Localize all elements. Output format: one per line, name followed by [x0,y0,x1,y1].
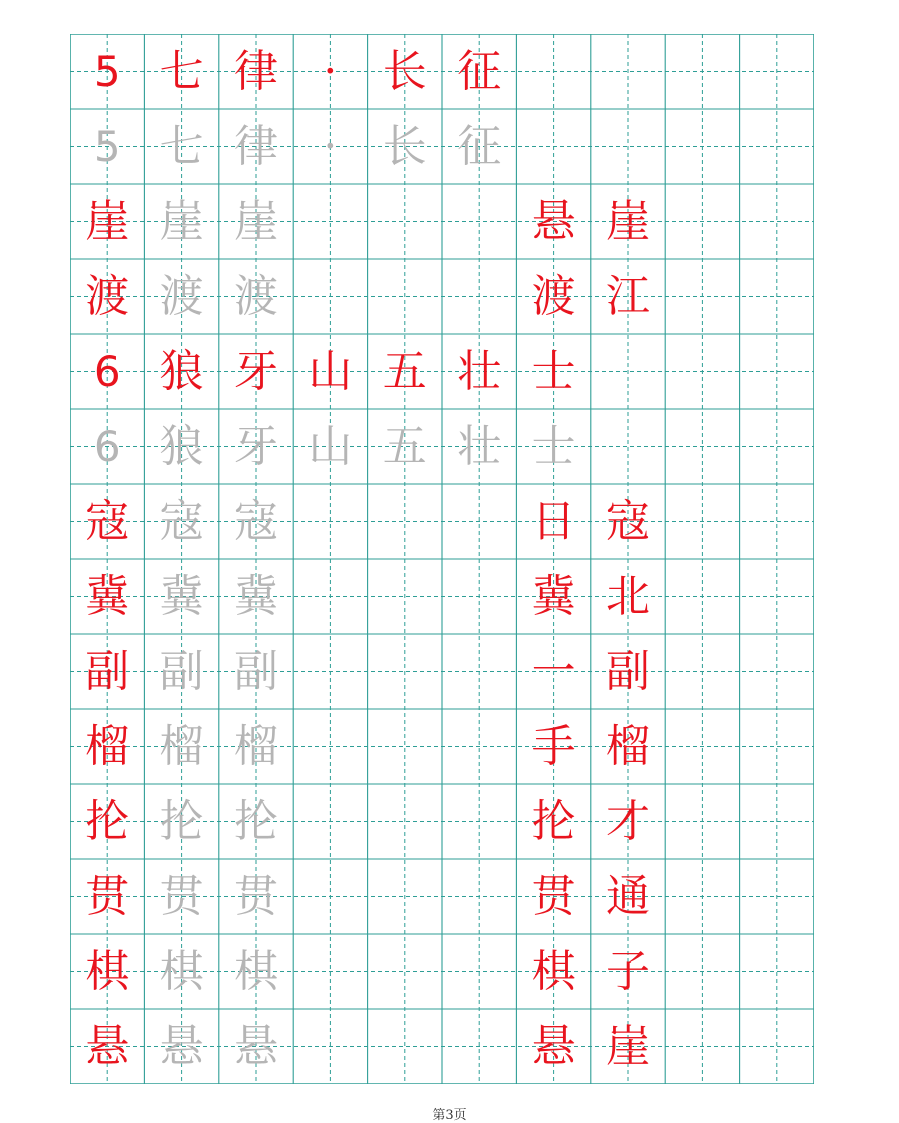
empty-cell [368,634,442,709]
character-cell: 6 [93,346,121,396]
empty-cell [740,259,814,334]
empty-cell [293,559,367,634]
character-cell: 律 [233,45,278,97]
empty-cell [740,34,814,109]
character-cell: 士 [531,345,576,397]
character-cell: · [323,120,338,172]
empty-cell [368,484,442,559]
character-cell: 贯 [233,870,278,922]
character-cell: 悬 [85,1020,130,1072]
empty-cell [368,559,442,634]
grid-row-14 [70,1009,814,1084]
empty-cell [740,334,814,409]
character-cell: 征 [457,120,502,172]
empty-cell [740,409,814,484]
empty-cell [368,859,442,934]
character-cell: 棋 [159,945,204,997]
character-cell: 悬 [159,1020,204,1072]
character-cell: 渡 [85,270,130,322]
character-cell: 壮 [457,345,502,397]
character-cell: 山 [308,420,353,472]
empty-cell [591,109,665,184]
character-cell: 寇 [85,495,130,547]
empty-cell [665,109,739,184]
character-cell: 贯 [531,870,576,922]
empty-cell [442,784,516,859]
character-cell: 抡 [233,795,278,847]
empty-cell [442,484,516,559]
grid-row-9 [70,634,814,709]
empty-cell [665,784,739,859]
grid-row-13 [70,934,814,1009]
empty-cell [740,484,814,559]
character-cell: 崖 [605,1020,650,1072]
character-cell: 贯 [85,870,130,922]
grid-row-3 [70,184,814,259]
empty-cell [740,784,814,859]
empty-cell [665,709,739,784]
character-cell: 榴 [159,720,204,772]
character-cell: 北 [605,570,650,622]
empty-cell [293,184,367,259]
character-cell: 寇 [233,495,278,547]
empty-cell [442,934,516,1009]
empty-cell [665,409,739,484]
character-cell: 悬 [531,1020,576,1072]
character-cell: 抡 [85,795,130,847]
character-cell: 榴 [605,720,650,772]
empty-cell [665,634,739,709]
character-cell: 榴 [233,720,278,772]
character-cell: 律 [233,120,278,172]
character-cell: 悬 [233,1020,278,1072]
empty-cell [442,859,516,934]
character-cell: · [323,45,338,97]
grid-row-11 [70,784,814,859]
character-cell: 寇 [159,495,204,547]
character-cell: 山 [308,345,353,397]
empty-cell [293,1009,367,1084]
character-cell: 冀 [233,570,278,622]
character-cell: 长 [382,45,427,97]
empty-cell [665,259,739,334]
grid-row-4 [70,259,814,334]
character-cell: 日 [531,495,576,547]
empty-cell [516,109,590,184]
grid-row-2 [70,109,814,184]
empty-cell [740,634,814,709]
character-cell: 崖 [605,195,650,247]
empty-cell [740,1009,814,1084]
grid-row-1 [70,34,814,109]
empty-cell [665,1009,739,1084]
empty-cell [368,259,442,334]
empty-cell [293,859,367,934]
character-cell: 江 [605,270,650,322]
character-cell: 五 [382,345,427,397]
empty-cell [442,1009,516,1084]
character-cell: 牙 [233,420,278,472]
grid-row-5 [70,334,814,409]
character-cell: 七 [159,45,204,97]
character-cell: 征 [457,45,502,97]
empty-cell [293,259,367,334]
character-cell: 壮 [457,420,502,472]
character-cell: 冀 [85,570,130,622]
character-cell: 悬 [531,195,576,247]
character-cell: 副 [605,645,650,697]
empty-cell [293,634,367,709]
empty-cell [591,334,665,409]
character-cell: 副 [85,645,130,697]
character-cell: 牙 [233,345,278,397]
character-cell: 才 [605,795,650,847]
character-cell: 崖 [85,195,130,247]
grid-row-10 [70,709,814,784]
character-cell: 渡 [233,270,278,322]
empty-cell [442,709,516,784]
empty-cell [740,184,814,259]
character-cell: 副 [233,645,278,697]
character-cell: 手 [531,720,576,772]
character-cell: 渡 [159,270,204,322]
empty-cell [442,184,516,259]
character-cell: 七 [159,120,204,172]
character-cell: 副 [159,645,204,697]
empty-cell [740,559,814,634]
empty-cell [442,634,516,709]
character-cell: 抡 [159,795,204,847]
character-cell: 棋 [233,945,278,997]
empty-cell [293,709,367,784]
empty-cell [740,859,814,934]
character-cell: 崖 [159,195,204,247]
character-cell: 冀 [531,570,576,622]
empty-cell [591,34,665,109]
character-cell: 寇 [605,495,650,547]
character-cell: 5 [93,121,121,171]
empty-cell [368,934,442,1009]
empty-cell [665,34,739,109]
empty-cell [368,784,442,859]
character-cell: 子 [605,945,650,997]
empty-cell [293,484,367,559]
character-cell: 士 [531,420,576,472]
page-number: 第3页 [432,1108,467,1123]
empty-cell [665,559,739,634]
empty-cell [591,409,665,484]
character-cell: 冀 [159,570,204,622]
grid-row-7 [70,484,814,559]
empty-cell [368,184,442,259]
empty-cell [665,934,739,1009]
character-cell: 狼 [159,420,204,472]
character-cell: 狼 [159,345,204,397]
empty-cell [665,859,739,934]
character-cell: 一 [531,645,576,697]
practice-sheet [70,34,814,1084]
grid-row-12 [70,859,814,934]
empty-cell [293,934,367,1009]
empty-cell [665,484,739,559]
character-cell: 抡 [531,795,576,847]
empty-cell [740,109,814,184]
character-cell: 棋 [531,945,576,997]
character-cell: 棋 [85,945,130,997]
character-cell: 通 [605,870,650,922]
grid-row-6 [70,409,814,484]
character-cell: 6 [93,421,121,471]
empty-cell [368,709,442,784]
empty-cell [665,184,739,259]
character-cell: 榴 [85,720,130,772]
character-cell: 5 [93,46,121,96]
empty-cell [740,709,814,784]
empty-cell [293,784,367,859]
character-cell: 五 [382,420,427,472]
empty-cell [442,259,516,334]
grid-row-8 [70,559,814,634]
character-cell: 崖 [233,195,278,247]
empty-cell [740,934,814,1009]
character-cell: 贯 [159,870,204,922]
empty-cell [442,559,516,634]
character-cell: 长 [382,120,427,172]
empty-cell [516,34,590,109]
empty-cell [368,1009,442,1084]
character-cell: 渡 [531,270,576,322]
empty-cell [665,334,739,409]
